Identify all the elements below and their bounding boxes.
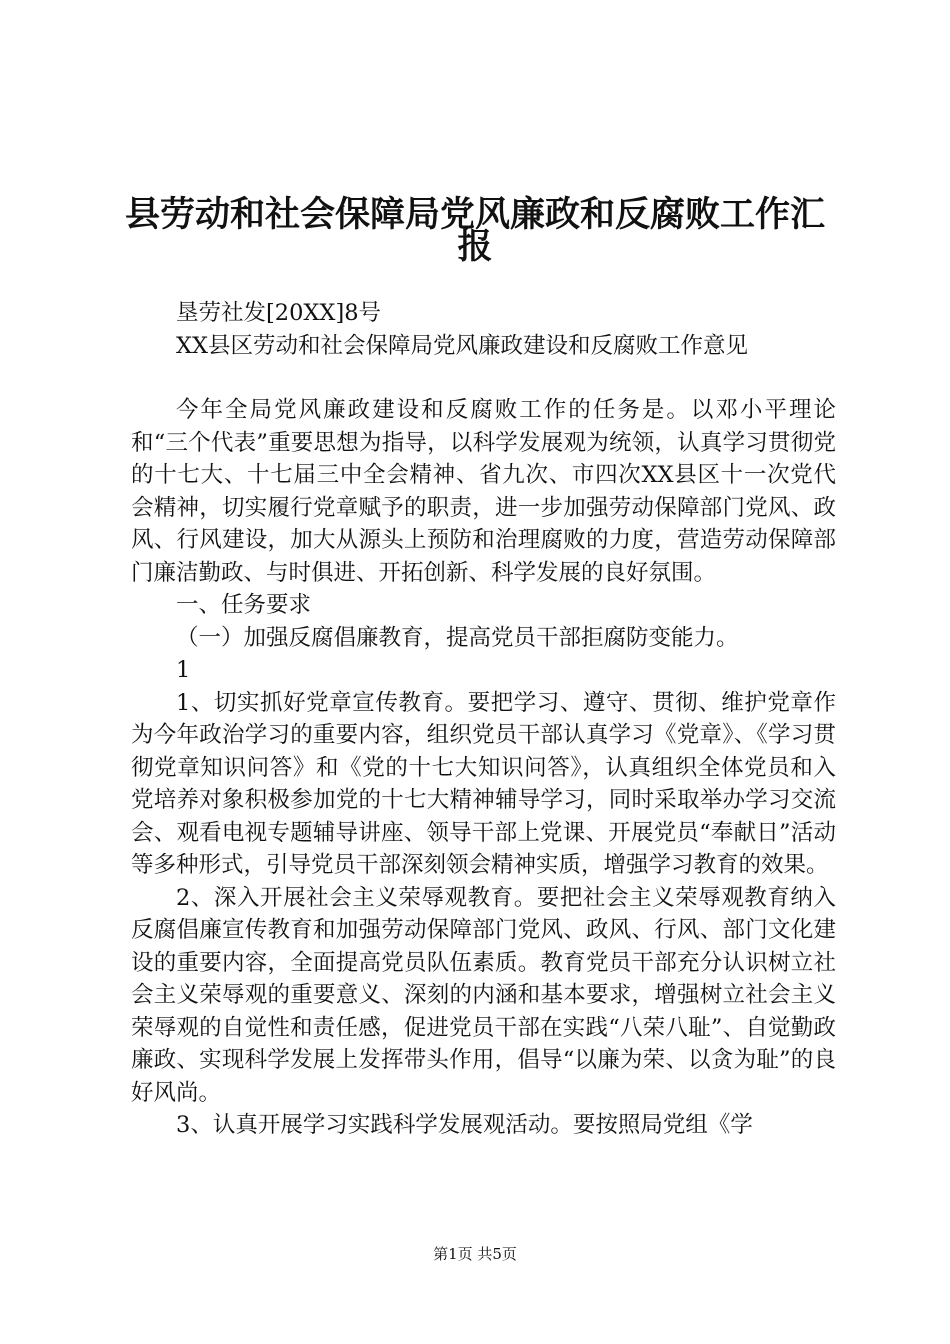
paragraph-item-1: 1、切实抓好党章宣传教育。要把学习、遵守、贯彻、维护党章作为今年政治学习的重要内容，组织党员干部认真学习《党章》、《学习贯彻党章知识问答》和《党的十七大知识问答》，认真组织全体党员和入党培养对象积极参加党的十七大精神辅导学习，同时采取举办学习交流会、观看电视专题辅导讲座、领导干部上党课、开展党员“奉献日”活动等多种形式，引导党员干部深刻领会精神实质，增强学习教育的效果。 <box>131 689 836 878</box>
paragraph-item-2: 2、深入开展社会主义荣辱观教育。要把社会主义荣辱观教育纳入反腐倡廉宣传教育和加强劳动保障部门党风、政风、行风、部门文化建设的重要内容，全面提高党员队伍素质。教育党员干部充分认识树立社会主义荣辱观的重要意义、深刻的内涵和基本要求，增强树立社会主义荣辱观的自觉性和责任感，促进党员干部在实践“八荣八耻”、自觉勤政廉政、实现科学发展上发挥带头作用，倡导“以廉为荣、以贪为耻”的良好风尚。 <box>131 884 836 1106</box>
document-body <box>131 297 836 1142</box>
page-footer: 第1页 共5页 <box>433 1245 517 1263</box>
document-number: 垦劳社发[20XX]8号 <box>176 300 382 326</box>
paragraph-intro: 今年全局党风廉政建设和反腐败工作的任务是。以邓小平理论和“三个代表”重要思想为指导，以科学发展观为统领，认真学习贯彻党的十七大、十七届三中全会精神、省九次、市四次XX县区十一次党代会精神，切实履行党章赋予的职责，进一步加强劳动保障部门党风、政风、行风建设，加大从源头上预防和治理腐败的力度，营造劳动保障部门廉洁勤政、与时俱进、开拓创新、科学发展的良好氛围。 <box>131 397 836 586</box>
subsection-heading-education: （一）加强反腐倡廉教育，提高党员干部拒腐防变能力。 <box>176 624 739 651</box>
document-subject: XX县区劳动和社会保障局党风廉政建设和反腐败工作意见 <box>176 332 749 359</box>
document-title-line-1: 县劳动和社会保障局党风廉政和反腐败工作汇 <box>124 195 825 235</box>
paragraph-number-marker: 1 <box>176 657 191 683</box>
paragraph-item-3: 3、认真开展学习实践科学发展观活动。要按照局党组《学 <box>176 1112 753 1138</box>
paragraph-spacer <box>131 362 836 394</box>
document-title-line-2: 报 <box>457 227 493 267</box>
section-heading-tasks: 一、任务要求 <box>176 592 312 618</box>
